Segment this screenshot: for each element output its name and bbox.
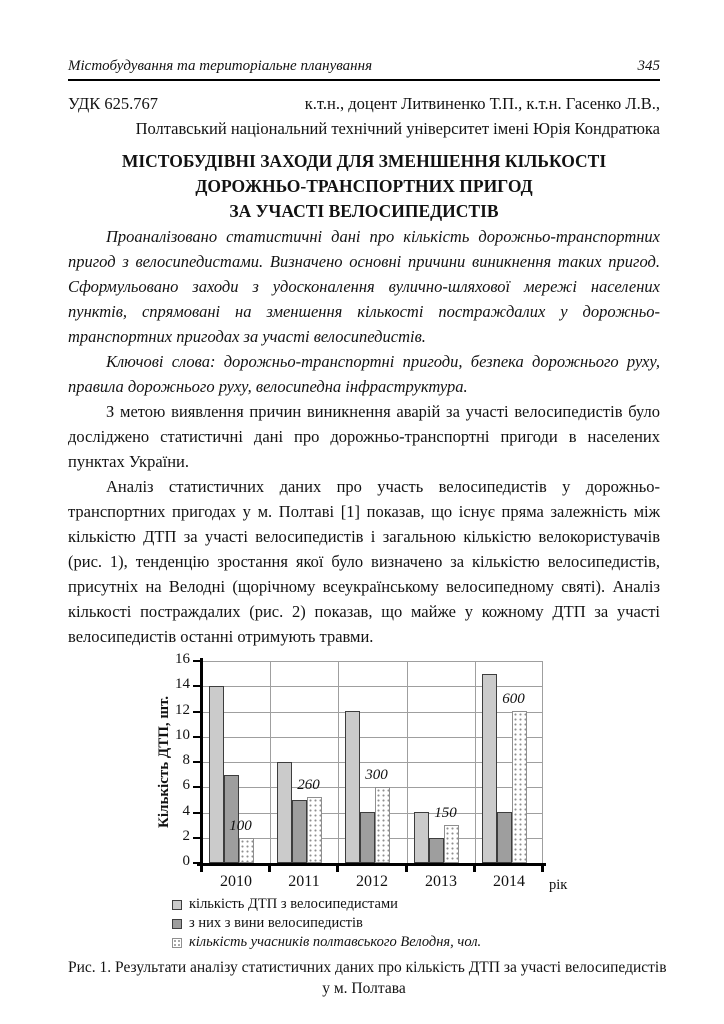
legend-label-series2: з них з вини велосипедистів [189,915,363,931]
x-tick-label: 2011 [288,873,320,890]
bar-series3-2011 [307,797,322,863]
y-axis-title: Кількість ДТП, шт. [156,695,172,829]
figure-caption-line-2: у м. Полтава [322,980,406,997]
article-title-line-2: ДОРОЖНЬО-ТРАНСПОРТНИХ ПРИГОД [195,176,533,196]
bar-series1-2012 [345,711,360,863]
bar-series2-2012 [360,812,375,863]
y-axis-line [200,658,203,866]
legend-swatch-series3 [172,938,182,948]
x-tick-label: 2014 [493,873,525,890]
bar-value-label: 100 [229,818,252,834]
bar-series1-2010 [209,686,224,863]
paragraph-2: Аналіз статистичних даних про участь велосипедистів у дорожньо-транспортних пригодах у м. Полтаві [1] показав, що існує пряма залежність між кількістю ДТП за участі велосипедистів і загальною кількістю велокористувачів (рис. 1), тенденцію зростання якої було визначено за кількістю велосипедистів, присутніх на Велодні (щорічному всеукраїнському велосипедному святі). Аналіз кількості постраждалих (рис. 2) показав, що майже у кожному ДТП за участі велосипедистів останні отримують травми. [68,477,660,646]
y-tick-label: 4 [182,802,190,819]
legend-swatch-series2 [172,919,182,929]
bar-series3-2010 [239,838,254,863]
byline-row [68,91,660,116]
figure-bar-chart [68,651,660,955]
legend-label-series1: кількість ДТП з велосипедистами [189,896,398,912]
bar-series3-2013 [444,825,459,863]
x-tick-label: 2010 [220,873,252,890]
y-tick-label: 12 [175,701,190,718]
x-axis-title: рік [549,877,568,893]
paragraph-1: З метою виявлення причин виникнення аварій за участі велосипедистів було досліджено статистичні дані про дорожньо-транспортні пригоди в населених пунктах України. [68,402,660,471]
y-tick-label: 8 [182,752,190,768]
bar-value-label: 150 [434,805,457,821]
abstract: Проаналізовано статистичні дані про кількість дорожньо-транспортних пригод з велосипедистами. Визначено основні причини виникнення таких пригод. Сформульовано заходи з удосконалення вулично-шляхової мережі населених пунктів, спрямовані на зменшення кількості постраждалих у дорожньо-транспортних пригодах за участі велосипедистів. [68,227,660,346]
x-tick-label: 2013 [425,873,457,890]
legend-item-series1 [172,896,398,913]
bar-series3-2012 [375,787,390,863]
y-tick-label: 0 [182,853,190,869]
y-tick-label: 16 [175,651,190,667]
x-tick-label: 2012 [356,873,388,890]
affiliation: Полтавський національний технічний університет імені Юрія Кондратюка [135,119,660,138]
y-tick-label: 10 [175,726,190,743]
bar-value-label: 300 [365,767,388,783]
plot-area [202,661,543,863]
running-header [68,56,660,81]
bar-series3-2014 [512,711,527,863]
article-title-line-3: ЗА УЧАСТІ ВЕЛОСИПЕДИСТІВ [229,201,499,221]
figure-caption [68,957,667,999]
gridline-vertical [475,662,476,863]
running-title: Містобудування та територіальне планування [68,58,373,74]
gridline-vertical [338,662,339,863]
x-axis-tick [541,866,544,872]
bar-series2-2014 [497,812,512,863]
bar-series2-2013 [429,838,444,863]
legend-label-series3: кількість учасників полтавського Велодня, чол. [189,934,482,950]
x-axis-tick [473,866,476,872]
y-tick-label: 2 [182,827,190,844]
article-title-line-1: МІСТОБУДІВНІ ЗАХОДИ ДЛЯ ЗМЕНШЕННЯ КІЛЬКОСТІ [121,151,607,171]
keywords: Ключові слова: дорожньо-транспортні пригоди, безпека дорожнього руху, правила дорожнього руху, велосипедна інфраструктура. [68,352,660,396]
page-number: 345 [637,58,660,74]
bar-value-label: 260 [297,777,320,793]
gridline-vertical [407,662,408,863]
authors: к.т.н., доцент Литвиненко Т.П., к.т.н. Гасенко Л.В., [304,94,660,113]
legend-item-series3 [172,934,481,951]
y-tick-label: 6 [182,777,190,794]
x-axis-tick [336,866,339,872]
x-axis-tick [200,866,203,872]
x-axis-line [197,863,546,866]
legend-swatch-series1 [172,900,182,910]
figure-caption-line-1: Рис. 1. Результати аналізу статистичних даних про кількість ДТП за участі велосипедистів [68,959,667,976]
bar-series2-2011 [292,800,307,863]
y-tick-label: 14 [175,676,190,693]
bar-value-label: 600 [502,691,525,707]
article-title [68,149,660,224]
legend-item-series2 [172,915,363,932]
udc-code: УДК 625.767 [68,94,159,113]
x-axis-tick [268,866,271,872]
x-axis-tick [405,866,408,872]
